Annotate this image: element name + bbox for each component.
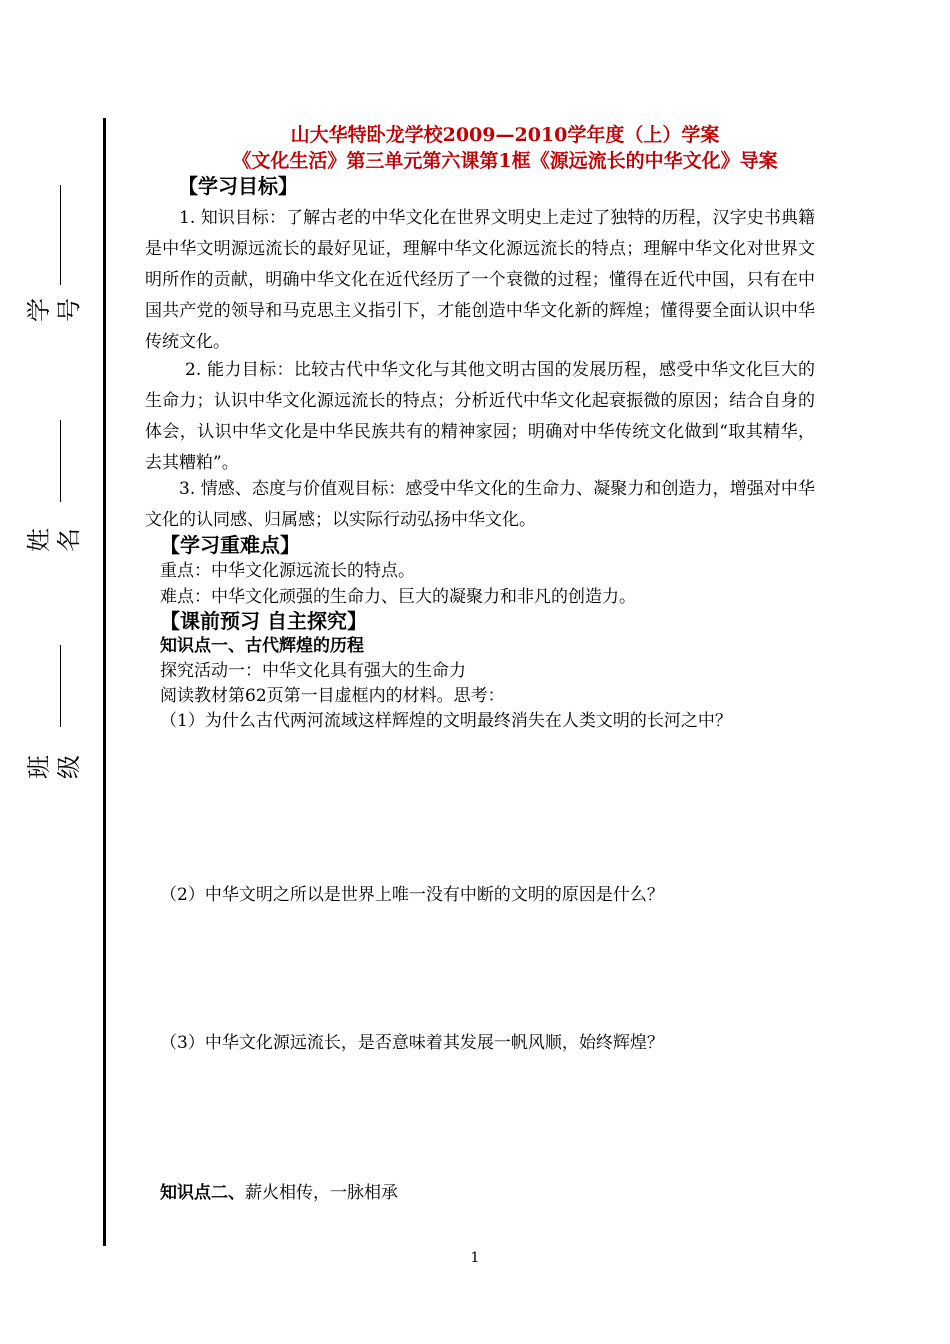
name-blank xyxy=(60,420,61,502)
key-point: 重点：中华文化源远流长的特点。 xyxy=(160,561,415,581)
preview-heading: 【课前预习 自主探究】 xyxy=(160,609,367,633)
difficult-point: 难点：中华文化顽强的生命力、巨大的凝聚力和非凡的创造力。 xyxy=(160,587,636,607)
emotion-objective: 3. 情感、态度与价值观目标：感受中华文化的生命力、凝聚力和创造力，增强对中华文化的认同感、归属感；以实际行动弘扬中华文化。 xyxy=(145,479,815,530)
knowledge-objective: 1. 知识目标：了解古老的中华文化在世界文明史上走过了独特的历程，汉字史书典籍是中华文明源远流长的最好见证，理解中华文化源远流长的特点；理解中华文化对世界文明所作的贡献，明确中华文化在近代经历了一个衰微的过程；懂得在近代中国，只有在中国共产党的领导和马克思主义指引下，才能创造中华文化新的辉煌；懂得要全面认识中华传统文化。 xyxy=(145,208,815,352)
key-points-heading: 【学习重难点】 xyxy=(160,533,300,557)
question-3: （3）中华文化源远流长，是否意味着其发展一帆风顺，始终辉煌？ xyxy=(160,1033,664,1053)
name-field xyxy=(25,420,83,560)
student-id-blank xyxy=(60,185,61,285)
class-blank xyxy=(60,645,61,727)
question-1: （1）为什么古代两河流域这样辉煌的文明最终消失在人类文明的长河之中？ xyxy=(160,711,732,731)
binding-margin-line xyxy=(103,118,106,1246)
reading-instruction: 阅读教材第62页第一目虚框内的材料。思考： xyxy=(160,686,505,706)
name-label: 姓名 xyxy=(25,528,83,552)
title-line-1: 山大华特卧龙学校2009—2010学年度（上）学案 xyxy=(290,124,720,146)
knowledge-point-2-title: 薪火相传，一脉相承 xyxy=(245,1183,398,1203)
question-2: （2）中华文明之所以是世界上唯一没有中断的文明的原因是什么？ xyxy=(160,885,664,905)
objectives-heading: 【学习目标】 xyxy=(178,174,298,198)
title-line-2: 《文化生活》第三单元第六课第1框《源远流长的中华文化》导案 xyxy=(232,150,778,172)
knowledge-point-2-label: 知识点二、 xyxy=(160,1183,245,1203)
student-id-label: 学号 xyxy=(25,298,83,322)
ability-objective: 2. 能力目标：比较古代中华文化与其他文明古国的发展历程，感受中华文化巨大的生命力；认识中华文化源远流长的特点；分析近代中华文化起衰振微的原因；结合自身的体会，认识中华文化是中华民族共有的精神家园；明确对中华传统文化做到“取其精华，去其糟粕”。 xyxy=(145,360,815,473)
page-number: 1 xyxy=(470,1250,480,1266)
activity-1: 探究活动一：中华文化具有强大的生命力 xyxy=(160,661,466,681)
class-field xyxy=(25,645,83,785)
knowledge-point-2 xyxy=(160,1180,398,1206)
class-label: 班级 xyxy=(25,755,83,779)
student-id-field xyxy=(25,185,83,325)
knowledge-point-1: 知识点一、古代辉煌的历程 xyxy=(160,636,364,656)
